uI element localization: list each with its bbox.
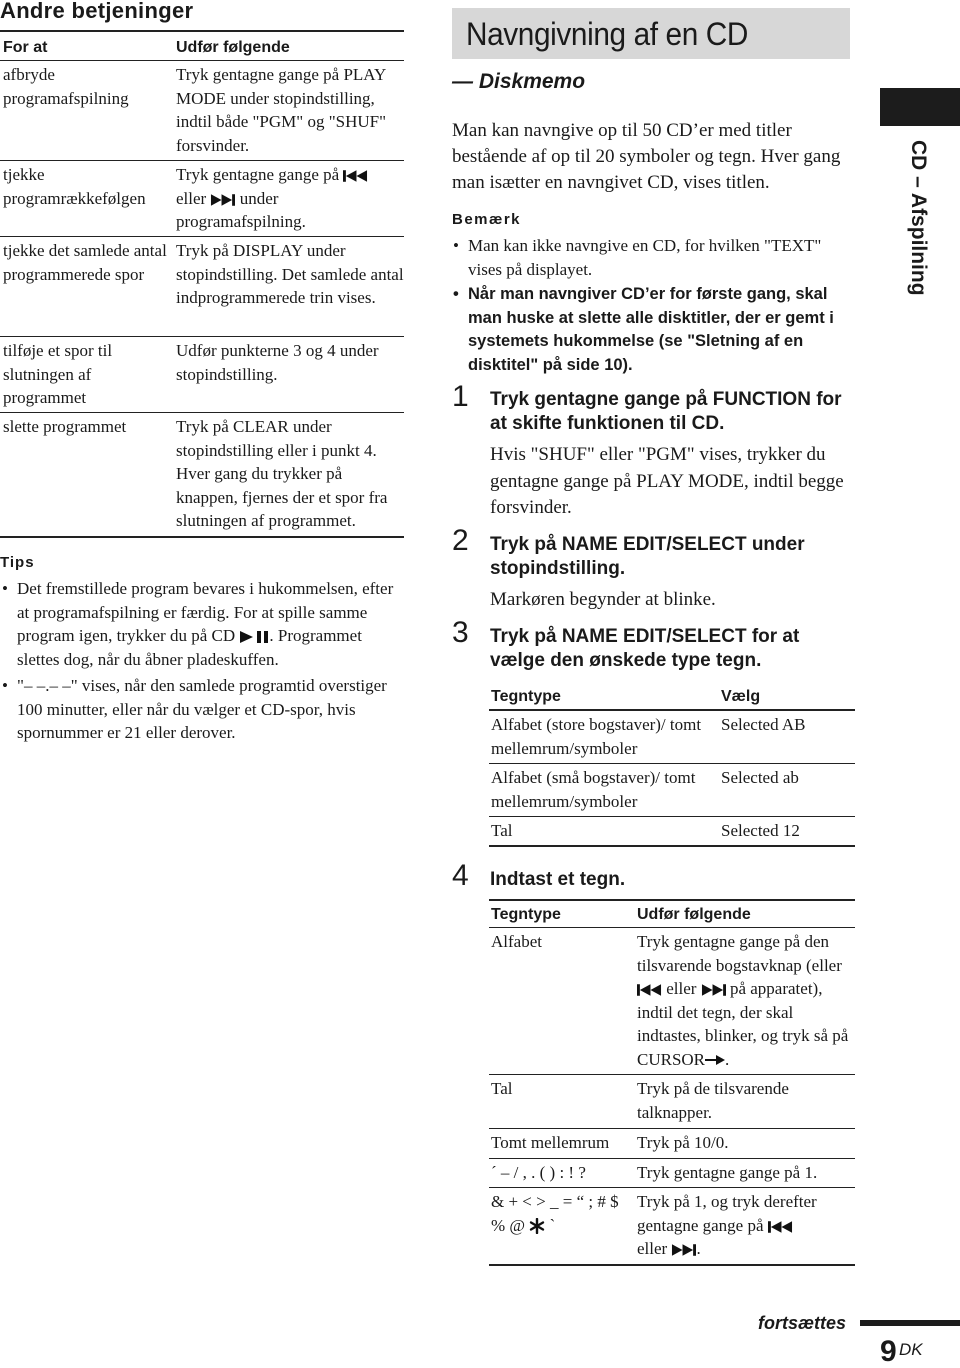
table2-header-rule	[489, 927, 855, 928]
table-row-2-action: tjekke programrækkefølgen	[3, 165, 146, 208]
continues-rule	[860, 1320, 960, 1326]
table2-row-symbols1-action: Tryk gentagne gange på 1.	[637, 1163, 818, 1182]
table-row-4-instruction: Udfør punkterne 3 og 4 under stopindstilling.	[176, 341, 379, 384]
continues-label: fortsættes	[758, 1313, 847, 1333]
step-4-number: 4	[452, 859, 469, 892]
step-3-title: Tryk på NAME EDIT/SELECT for at vælge den ønskede type tegn.	[490, 626, 800, 671]
play-pause-icon	[239, 631, 269, 643]
previous-track-icon	[343, 170, 368, 182]
row-2-text-c: under programafspilning.	[176, 188, 306, 231]
page-subtitle: — Diskmemo	[452, 70, 586, 93]
note-item: • Man kan ikke navngive en CD, for hvilken "TEXT" vises på displayet.	[453, 234, 853, 281]
table1-row-2-type: Alfabet (små bogstaver)/ tomt mellemrum/symboler	[491, 768, 696, 811]
table-row-5-instruction: Tryk på CLEAR under stopindstilling eller i punkt 4. Hver gang du trykker på knappen, fjernes der et spor fra slutningen af programmet.	[176, 417, 388, 530]
row-2-text-a: Tryk gentagne gange på	[176, 165, 340, 184]
table1-row-3-type: Tal	[491, 821, 513, 840]
table-top-rule	[0, 30, 404, 32]
side-tab-label: CD – Afspilning	[907, 140, 930, 296]
step-1-body: Hvis "SHUF" eller "PGM" vises, trykker du gentagne gange på PLAY MODE, indtil begge forsvinder.	[490, 444, 844, 518]
note-list	[453, 234, 853, 377]
page-title: Navngivning af en CD	[466, 16, 749, 52]
previous-track-icon	[768, 1221, 793, 1233]
step-1-number: 1	[452, 380, 469, 413]
note-item: • Når man navngiver CD’er for første gang, skal man huske at slette alle disktitler, der er gemt i systemets hukommelse (se "Sletning af en disktitel" på side 10).	[453, 283, 853, 377]
table2-row-alfabet-type: Alfabet	[491, 932, 542, 951]
table1-header-select: Vælg	[721, 688, 761, 705]
step-2-number: 2	[452, 524, 469, 557]
section-title: Andre betjeninger	[0, 0, 194, 23]
table2-header-type: Tegntype	[491, 906, 561, 923]
table2-top-rule	[489, 899, 855, 901]
table1-row-2-select: Selected ab	[721, 768, 799, 787]
row-divider	[0, 160, 404, 161]
table2-row-space-action: Tryk på 10/0.	[637, 1133, 729, 1152]
table1-row-1-type: Alfabet (store bogstaver)/ tomt mellemrum/symboler	[491, 715, 702, 758]
table1-header-rule	[489, 709, 855, 711]
table-row-1-action: afbryde programafspilning	[3, 65, 129, 108]
page-number: 9	[880, 1335, 897, 1368]
table2-row-symbols2-action: Tryk på 1, og tryk derefter gentagne gange på eller .	[637, 1192, 817, 1258]
page-suffix: DK	[899, 1340, 923, 1359]
row-divider	[489, 1158, 855, 1159]
intro-text: Man kan navngive op til 50 CD’er med titler bestående af op til 20 symboler og tegn. Hver gang man isætter en navngivet CD, vises titlen.	[452, 120, 841, 193]
table-header-for-at: For at	[3, 39, 48, 56]
table1-row-3-select: Selected 12	[721, 821, 800, 840]
row-divider	[489, 816, 855, 817]
row-divider	[489, 1128, 855, 1129]
step-4-title: Indtast et tegn.	[490, 869, 626, 890]
row-2-text-b: eller	[176, 188, 207, 208]
symbols2-action-a: Tryk på 1, og tryk derefter gentagne gange på	[637, 1192, 817, 1235]
symbols2-text-a: & + < > _ = “ ; # $ % @	[491, 1192, 619, 1235]
asterisk-icon	[529, 1218, 545, 1234]
table2-header-action: Udfør følgende	[637, 906, 751, 923]
table-row-4-action: tilføje et spor til slutningen af programmet	[3, 341, 113, 407]
table-row-2-instruction	[176, 163, 404, 234]
tip-1-text-b: . Programmet slettes dog, når du åbner pladeskuffen.	[17, 626, 362, 669]
alfabet-text-b: eller	[666, 979, 697, 998]
alfabet-text-c: på apparatet), indtil det tegn, der skal indtastes, blinker, og tryk så på CURSOR	[637, 979, 849, 1069]
tip-1-text-a: Det fremstillede program bevares i hukommelsen, efter at programafspilning er færdig. For at spille samme program igen, trykker du på CD	[17, 579, 394, 645]
alfabet-text-a: Tryk gentagne gange på den tilsvarende bogstavknap (eller	[637, 932, 842, 975]
side-tab-block	[880, 88, 960, 126]
tips-list	[2, 577, 402, 745]
table-row-3-action: tjekke det samlede antal programmerede spor	[3, 241, 167, 284]
tip-item: • "– –.– –" vises, når den samlede programtid overstiger 100 minutter, eller når du vælger et CD-spor, hvis spornummer er 21 eller derover.	[2, 674, 402, 745]
alfabet-text-d: .	[725, 1049, 730, 1069]
table2-row-tal-type: Tal	[491, 1079, 513, 1098]
next-track-icon	[701, 984, 726, 996]
tip-item	[2, 577, 402, 671]
table2-row-symbols1-type: ´ – / , . ( ) : ! ?	[491, 1163, 586, 1182]
table2-row-symbols2-type	[491, 1190, 631, 1237]
symbols2-text-b: `	[549, 1215, 556, 1235]
table-row-3-instruction: Tryk på DISPLAY under stopindstilling. Det samlede antal indprogrammerede trin vises.	[176, 241, 404, 307]
table2-row-tal-action: Tryk på de tilsvarende talknapper.	[637, 1079, 789, 1122]
step-2-title: Tryk på NAME EDIT/SELECT under stopindstilling.	[490, 534, 805, 579]
table2-row-alfabet-action	[637, 930, 849, 1071]
next-track-icon	[671, 1244, 696, 1256]
row-divider	[0, 412, 404, 413]
table-header-rule	[0, 60, 404, 61]
table1-row-1-select: Selected AB	[721, 715, 806, 734]
table-row-5-action: slette programmet	[3, 417, 127, 436]
step-2-body: Markøren begynder at blinke.	[490, 589, 716, 610]
row-divider	[0, 236, 404, 237]
step-1-title: Tryk gentagne gange på FUNCTION for at skifte funktionen til CD.	[490, 389, 842, 434]
row-divider	[489, 1187, 855, 1188]
row-divider	[0, 336, 404, 337]
table-row-1-instruction: Tryk gentagne gange på PLAY MODE under stopindstilling, indtil både "PGM" og "SHUF" forsvinder.	[176, 65, 387, 155]
previous-track-icon	[637, 984, 662, 996]
cursor-arrow-icon	[705, 1055, 725, 1065]
table-bottom-rule	[0, 536, 404, 538]
table2-bottom-rule	[489, 1264, 855, 1266]
table1-bottom-rule	[489, 845, 855, 847]
step-3-number: 3	[452, 616, 469, 649]
table1-header-type: Tegntype	[491, 688, 561, 705]
symbols2-action-b: eller	[637, 1239, 668, 1258]
row-divider	[489, 1074, 855, 1075]
note-label: Bemærk	[452, 211, 522, 228]
table-header-udfoer: Udfør følgende	[176, 39, 290, 56]
next-track-icon	[210, 194, 235, 206]
tips-label: Tips	[0, 554, 35, 571]
row-divider	[489, 763, 855, 764]
table2-row-space-type: Tomt mellemrum	[491, 1133, 610, 1152]
